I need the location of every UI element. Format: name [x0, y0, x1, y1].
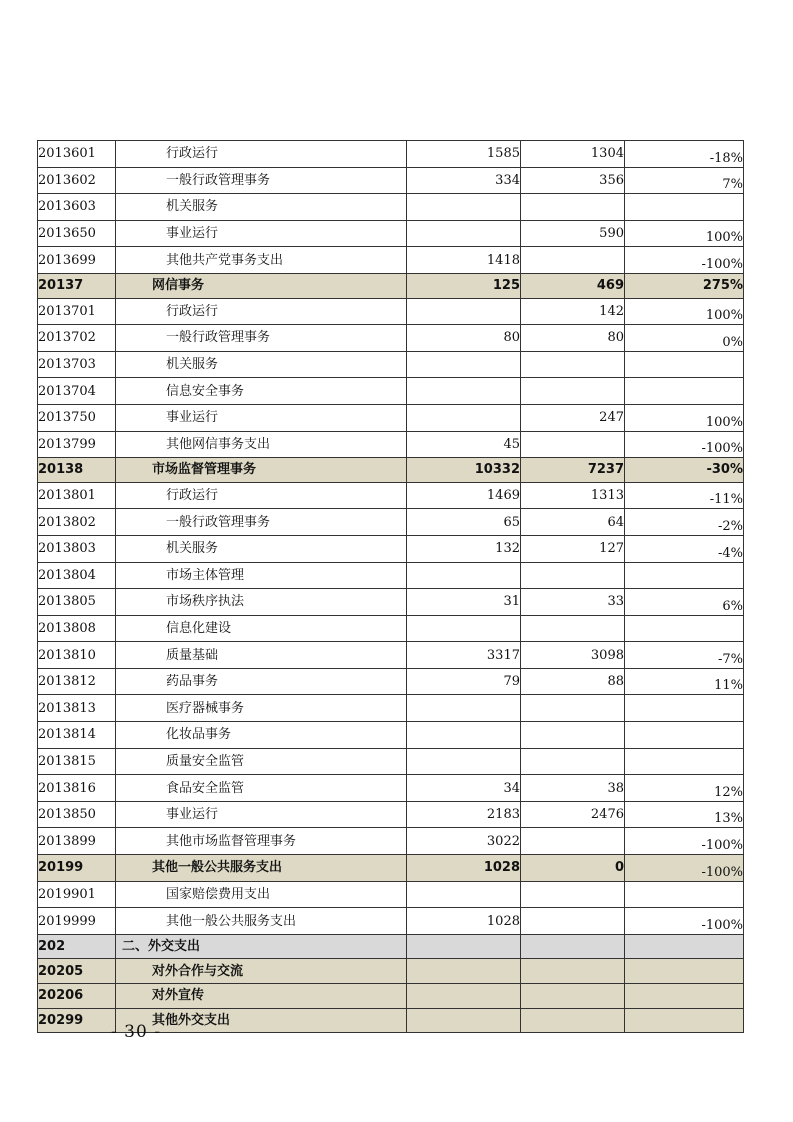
category-row [38, 959, 744, 984]
item-name-cell: 其他外交支出 [116, 1008, 407, 1033]
item-name-cell: 一般行政管理事务 [116, 325, 407, 352]
change-percent-cell [625, 722, 744, 749]
item-name-cell: 其他网信事务支出 [116, 431, 407, 458]
category-row [38, 855, 744, 882]
current-amount-cell [521, 351, 625, 378]
item-name-cell: 网信事务 [116, 273, 407, 298]
current-amount-cell: 1313 [521, 482, 625, 509]
change-percent-cell [625, 695, 744, 722]
current-amount-cell: 2476 [521, 801, 625, 828]
table-row [38, 378, 744, 405]
table-row [38, 668, 744, 695]
previous-amount-cell [407, 748, 521, 775]
previous-amount-cell [407, 881, 521, 908]
table-row [38, 482, 744, 509]
page-number: - 30 - [111, 1022, 161, 1042]
item-code-cell: 2013815 [38, 748, 116, 775]
item-name-cell: 食品安全监管 [116, 775, 407, 802]
item-code-cell: 2013702 [38, 325, 116, 352]
current-amount-cell: 64 [521, 509, 625, 536]
item-code-cell: 2013850 [38, 801, 116, 828]
item-code-cell: 20138 [38, 458, 116, 483]
previous-amount-cell: 1585 [407, 141, 521, 168]
change-percent-cell: -100% [625, 908, 744, 935]
item-code-cell: 2013816 [38, 775, 116, 802]
item-code-cell: 2013899 [38, 828, 116, 855]
item-name-cell: 质量安全监管 [116, 748, 407, 775]
class-row [38, 934, 744, 959]
current-amount-cell [521, 828, 625, 855]
current-amount-cell: 33 [521, 589, 625, 616]
table-row [38, 298, 744, 325]
item-code-cell: 2013810 [38, 642, 116, 669]
category-row [38, 273, 744, 298]
current-amount-cell [521, 615, 625, 642]
item-name-cell: 事业运行 [116, 404, 407, 431]
item-name-cell: 二、外交支出 [116, 934, 407, 959]
item-code-cell: 20299 [38, 1008, 116, 1033]
item-name-cell: 国家赔偿费用支出 [116, 881, 407, 908]
current-amount-cell: 127 [521, 535, 625, 562]
change-percent-cell: 11% [625, 668, 744, 695]
item-name-cell: 行政运行 [116, 298, 407, 325]
previous-amount-cell: 34 [407, 775, 521, 802]
previous-amount-cell: 1418 [407, 247, 521, 274]
current-amount-cell: 469 [521, 273, 625, 298]
change-percent-cell [625, 194, 744, 221]
previous-amount-cell [407, 959, 521, 984]
budget-table [37, 140, 744, 1033]
change-percent-cell [625, 615, 744, 642]
change-percent-cell [625, 351, 744, 378]
table-row [38, 431, 744, 458]
change-percent-cell: 100% [625, 404, 744, 431]
previous-amount-cell [407, 194, 521, 221]
table-row [38, 722, 744, 749]
item-name-cell: 事业运行 [116, 801, 407, 828]
item-code-cell: 2013603 [38, 194, 116, 221]
previous-amount-cell: 2183 [407, 801, 521, 828]
table-row [38, 247, 744, 274]
change-percent-cell: -30% [625, 458, 744, 483]
item-name-cell: 医疗器械事务 [116, 695, 407, 722]
current-amount-cell [521, 984, 625, 1009]
previous-amount-cell: 3317 [407, 642, 521, 669]
previous-amount-cell [407, 722, 521, 749]
item-name-cell: 行政运行 [116, 482, 407, 509]
item-code-cell: 20199 [38, 855, 116, 882]
item-name-cell: 机关服务 [116, 351, 407, 378]
table-row [38, 325, 744, 352]
current-amount-cell [521, 562, 625, 589]
item-name-cell: 其他一般公共服务支出 [116, 908, 407, 935]
current-amount-cell [521, 959, 625, 984]
current-amount-cell [521, 431, 625, 458]
change-percent-cell: 13% [625, 801, 744, 828]
change-percent-cell: -100% [625, 855, 744, 882]
previous-amount-cell: 31 [407, 589, 521, 616]
item-code-cell: 2013799 [38, 431, 116, 458]
previous-amount-cell [407, 562, 521, 589]
item-code-cell: 2013704 [38, 378, 116, 405]
item-name-cell: 机关服务 [116, 535, 407, 562]
previous-amount-cell: 79 [407, 668, 521, 695]
change-percent-cell: 275% [625, 273, 744, 298]
item-name-cell: 市场主体管理 [116, 562, 407, 589]
current-amount-cell [521, 194, 625, 221]
previous-amount-cell: 80 [407, 325, 521, 352]
current-amount-cell [521, 1008, 625, 1033]
item-code-cell: 2013804 [38, 562, 116, 589]
change-percent-cell: -7% [625, 642, 744, 669]
change-percent-cell: 100% [625, 220, 744, 247]
previous-amount-cell [407, 404, 521, 431]
change-percent-cell [625, 562, 744, 589]
change-percent-cell: -2% [625, 509, 744, 536]
item-name-cell: 一般行政管理事务 [116, 509, 407, 536]
table-row [38, 642, 744, 669]
change-percent-cell: 100% [625, 298, 744, 325]
item-code-cell: 2013802 [38, 509, 116, 536]
item-code-cell: 2013602 [38, 167, 116, 194]
current-amount-cell: 3098 [521, 642, 625, 669]
previous-amount-cell [407, 984, 521, 1009]
current-amount-cell [521, 934, 625, 959]
table-row [38, 167, 744, 194]
item-name-cell: 市场秩序执法 [116, 589, 407, 616]
current-amount-cell: 356 [521, 167, 625, 194]
current-amount-cell [521, 378, 625, 405]
previous-amount-cell [407, 1008, 521, 1033]
table-row [38, 589, 744, 616]
current-amount-cell: 38 [521, 775, 625, 802]
item-name-cell: 市场监督管理事务 [116, 458, 407, 483]
item-name-cell: 其他市场监督管理事务 [116, 828, 407, 855]
change-percent-cell: 7% [625, 167, 744, 194]
current-amount-cell: 590 [521, 220, 625, 247]
table-row [38, 881, 744, 908]
item-code-cell: 2013650 [38, 220, 116, 247]
table-row [38, 220, 744, 247]
change-percent-cell [625, 748, 744, 775]
item-code-cell: 2013805 [38, 589, 116, 616]
previous-amount-cell: 10332 [407, 458, 521, 483]
table-row [38, 748, 744, 775]
change-percent-cell: -100% [625, 828, 744, 855]
category-row [38, 984, 744, 1009]
table-row [38, 775, 744, 802]
item-name-cell: 化妆品事务 [116, 722, 407, 749]
item-code-cell: 2013750 [38, 404, 116, 431]
item-name-cell: 其他共产党事务支出 [116, 247, 407, 274]
previous-amount-cell [407, 695, 521, 722]
table-row [38, 509, 744, 536]
table-row [38, 141, 744, 168]
item-name-cell: 对外宣传 [116, 984, 407, 1009]
item-code-cell: 2013801 [38, 482, 116, 509]
item-code-cell: 2013701 [38, 298, 116, 325]
table-row [38, 695, 744, 722]
item-name-cell: 机关服务 [116, 194, 407, 221]
change-percent-cell [625, 881, 744, 908]
previous-amount-cell [407, 351, 521, 378]
item-code-cell: 2013699 [38, 247, 116, 274]
previous-amount-cell: 45 [407, 431, 521, 458]
budget-table-body [38, 141, 744, 1033]
item-code-cell: 202 [38, 934, 116, 959]
current-amount-cell: 0 [521, 855, 625, 882]
current-amount-cell [521, 695, 625, 722]
item-code-cell: 2013814 [38, 722, 116, 749]
item-code-cell: 2013812 [38, 668, 116, 695]
previous-amount-cell: 1028 [407, 908, 521, 935]
current-amount-cell [521, 748, 625, 775]
item-code-cell: 20206 [38, 984, 116, 1009]
previous-amount-cell [407, 615, 521, 642]
previous-amount-cell: 132 [407, 535, 521, 562]
change-percent-cell [625, 934, 744, 959]
item-name-cell: 事业运行 [116, 220, 407, 247]
current-amount-cell: 80 [521, 325, 625, 352]
change-percent-cell [625, 1008, 744, 1033]
table-row [38, 535, 744, 562]
previous-amount-cell: 65 [407, 509, 521, 536]
current-amount-cell [521, 881, 625, 908]
previous-amount-cell: 1469 [407, 482, 521, 509]
table-row [38, 908, 744, 935]
table-row [38, 562, 744, 589]
table-row [38, 404, 744, 431]
table-row [38, 801, 744, 828]
item-name-cell: 质量基础 [116, 642, 407, 669]
item-name-cell: 信息化建设 [116, 615, 407, 642]
table-row [38, 351, 744, 378]
item-name-cell: 行政运行 [116, 141, 407, 168]
item-code-cell: 20205 [38, 959, 116, 984]
category-row [38, 458, 744, 483]
item-name-cell: 信息安全事务 [116, 378, 407, 405]
item-code-cell: 2019901 [38, 881, 116, 908]
table-row [38, 615, 744, 642]
item-code-cell: 2013803 [38, 535, 116, 562]
previous-amount-cell: 3022 [407, 828, 521, 855]
change-percent-cell [625, 378, 744, 405]
previous-amount-cell [407, 378, 521, 405]
change-percent-cell: -11% [625, 482, 744, 509]
current-amount-cell: 7237 [521, 458, 625, 483]
previous-amount-cell: 125 [407, 273, 521, 298]
change-percent-cell: -18% [625, 141, 744, 168]
previous-amount-cell [407, 220, 521, 247]
item-code-cell: 2013703 [38, 351, 116, 378]
item-code-cell: 2013808 [38, 615, 116, 642]
item-code-cell: 2013601 [38, 141, 116, 168]
change-percent-cell: -100% [625, 247, 744, 274]
change-percent-cell [625, 959, 744, 984]
table-row [38, 194, 744, 221]
item-code-cell: 2019999 [38, 908, 116, 935]
change-percent-cell: -4% [625, 535, 744, 562]
current-amount-cell [521, 908, 625, 935]
change-percent-cell: 12% [625, 775, 744, 802]
change-percent-cell: 6% [625, 589, 744, 616]
previous-amount-cell [407, 298, 521, 325]
table-row [38, 828, 744, 855]
item-code-cell: 20137 [38, 273, 116, 298]
current-amount-cell: 1304 [521, 141, 625, 168]
current-amount-cell: 88 [521, 668, 625, 695]
current-amount-cell: 247 [521, 404, 625, 431]
previous-amount-cell: 334 [407, 167, 521, 194]
item-name-cell: 其他一般公共服务支出 [116, 855, 407, 882]
previous-amount-cell [407, 934, 521, 959]
item-code-cell: 2013813 [38, 695, 116, 722]
item-name-cell: 一般行政管理事务 [116, 167, 407, 194]
change-percent-cell: 0% [625, 325, 744, 352]
change-percent-cell: -100% [625, 431, 744, 458]
item-name-cell: 药品事务 [116, 668, 407, 695]
current-amount-cell: 142 [521, 298, 625, 325]
current-amount-cell [521, 247, 625, 274]
change-percent-cell [625, 984, 744, 1009]
item-name-cell: 对外合作与交流 [116, 959, 407, 984]
current-amount-cell [521, 722, 625, 749]
previous-amount-cell: 1028 [407, 855, 521, 882]
